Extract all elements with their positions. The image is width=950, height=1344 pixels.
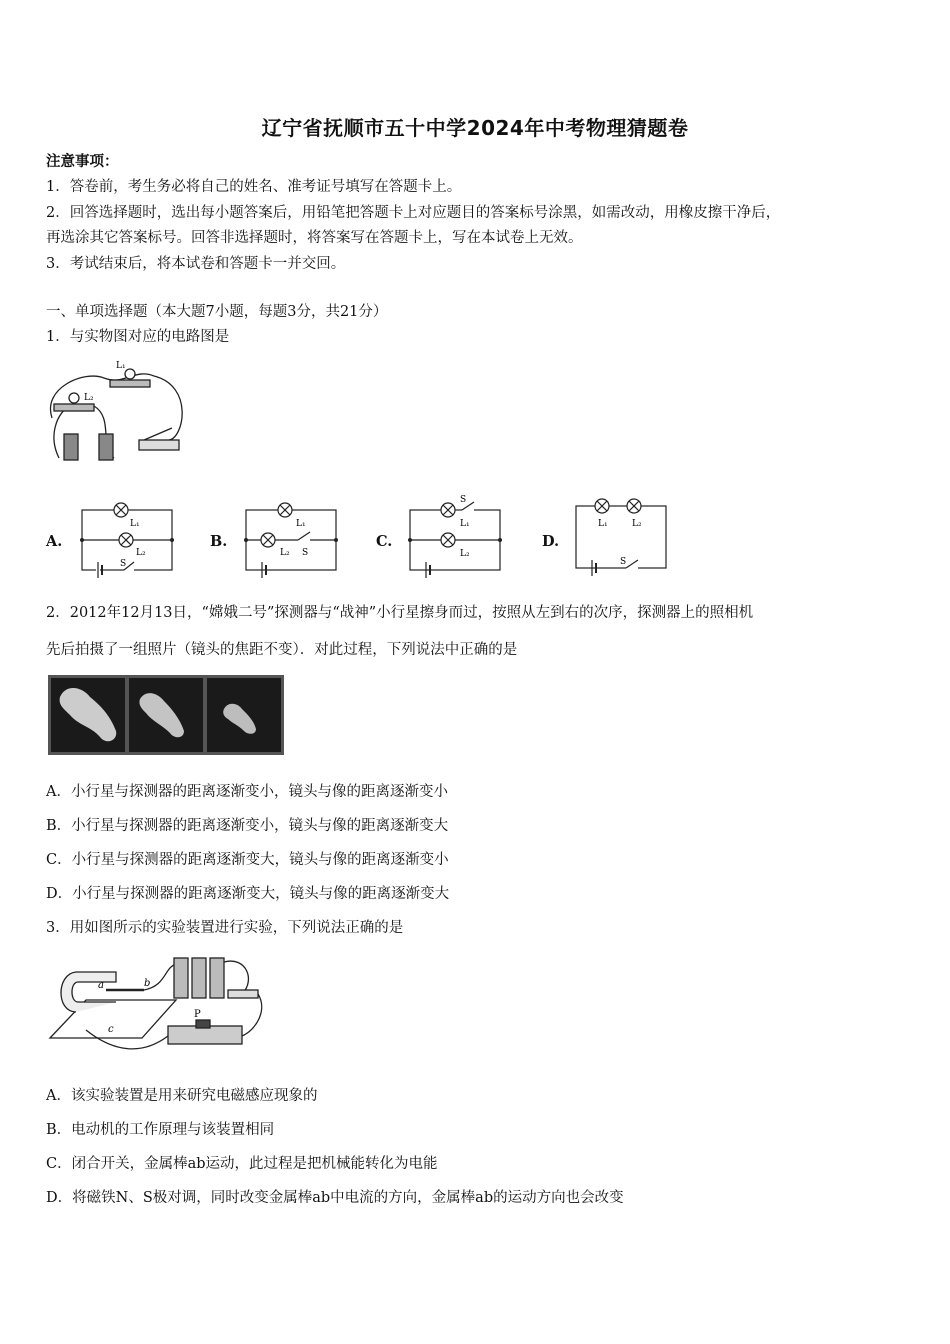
q2-option-b[interactable]: B．小行星与探测器的距离逐渐变小，镜头与像的距离逐渐变大 <box>46 818 449 834</box>
q1-option-a-label[interactable]: A. <box>46 533 63 550</box>
notice-heading: 注意事项： <box>46 153 119 170</box>
label-l1: L₁ <box>130 519 140 529</box>
label-s: S <box>120 559 127 569</box>
q3-option-a[interactable]: A．该实验装置是用来研究电磁感应现象的 <box>46 1088 318 1104</box>
label-l1: L₁ <box>460 519 470 529</box>
q1-physical-circuit-figure <box>44 358 194 468</box>
label-c: c <box>108 1024 114 1035</box>
label-l2: L₂ <box>136 548 146 558</box>
notice-item: 1．答卷前，考生务必将自己的姓名、准考证号填写在答题卡上。 <box>46 179 462 195</box>
question-1-stem: 1．与实物图对应的电路图是 <box>46 329 230 345</box>
label-b: b <box>144 978 151 989</box>
q1-option-a-circuit <box>76 498 178 578</box>
q2-option-d[interactable]: D．小行星与探测器的距离逐渐变大，镜头与像的距离逐渐变大 <box>46 886 450 902</box>
label-p: P <box>194 1009 201 1020</box>
q2-option-c[interactable]: C．小行星与探测器的距离逐渐变大，镜头与像的距离逐渐变小 <box>46 852 449 868</box>
notice-item: 2．回答选择题时，选出每小题答案后，用铅笔把答题卡上对应题目的答案标号涂黑，如需改动，用橡皮擦干净后， <box>46 205 781 221</box>
photo-label-l2: L₂ <box>84 393 94 403</box>
label-s: S <box>620 557 627 567</box>
q3-apparatus-figure <box>46 950 272 1068</box>
label-l2: L₂ <box>632 519 642 529</box>
q3-option-c[interactable]: C．闭合开关，金属棒ab运动，此过程是把机械能转化为电能 <box>46 1156 438 1172</box>
q3-option-b[interactable]: B．电动机的工作原理与该装置相同 <box>46 1122 275 1138</box>
label-s: S <box>302 548 309 558</box>
q1-option-b-label[interactable]: B. <box>210 533 228 550</box>
q1-option-b-circuit <box>240 498 342 578</box>
q1-option-d-label[interactable]: D. <box>542 533 560 550</box>
label-l2: L₂ <box>280 548 290 558</box>
notice-item: 3．考试结束后，将本试卷和答题卡一并交回。 <box>46 256 346 272</box>
question-2-stem-line2: 先后拍摄了一组照片（镜头的焦距不变）．对此过程，下列说法中正确的是 <box>46 642 518 658</box>
label-l1: L₁ <box>296 519 306 529</box>
photo-label-l1: L₁ <box>116 361 126 371</box>
label-a: a <box>98 980 104 991</box>
label-s: S <box>460 495 467 505</box>
q3-option-d[interactable]: D．将磁铁N、S极对调，同时改变金属棒ab中电流的方向，金属棒ab的运动方向也会改变 <box>46 1190 624 1206</box>
q2-asteroid-photos-figure <box>48 675 284 755</box>
q1-option-c-label[interactable]: C. <box>376 533 393 550</box>
q2-option-a[interactable]: A．小行星与探测器的距离逐渐变小，镜头与像的距离逐渐变小 <box>46 784 448 800</box>
question-3-stem: 3．用如图所示的实验装置进行实验，下列说法正确的是 <box>46 920 404 936</box>
label-l2: L₂ <box>460 549 470 559</box>
question-2-stem-line1: 2．2012年12月13日，“嫦娥二号”探测器与“战神”小行星擦身而过，按照从左到右的次序，探测器上的照相机 <box>46 605 754 621</box>
page-title: 辽宁省抚顺市五十中学2024年中考物理猜题卷 <box>261 116 689 140</box>
notice-item: 再选涂其它答案标号。回答非选择题时，将答案写在答题卡上，写在本试卷上无效。 <box>46 230 583 246</box>
q1-option-d-circuit <box>570 494 672 578</box>
q1-option-c-circuit <box>404 492 506 578</box>
label-l1: L₁ <box>598 519 608 529</box>
section-heading: 一、单项选择题（本大题7小题，每题3分，共21分） <box>46 304 388 320</box>
